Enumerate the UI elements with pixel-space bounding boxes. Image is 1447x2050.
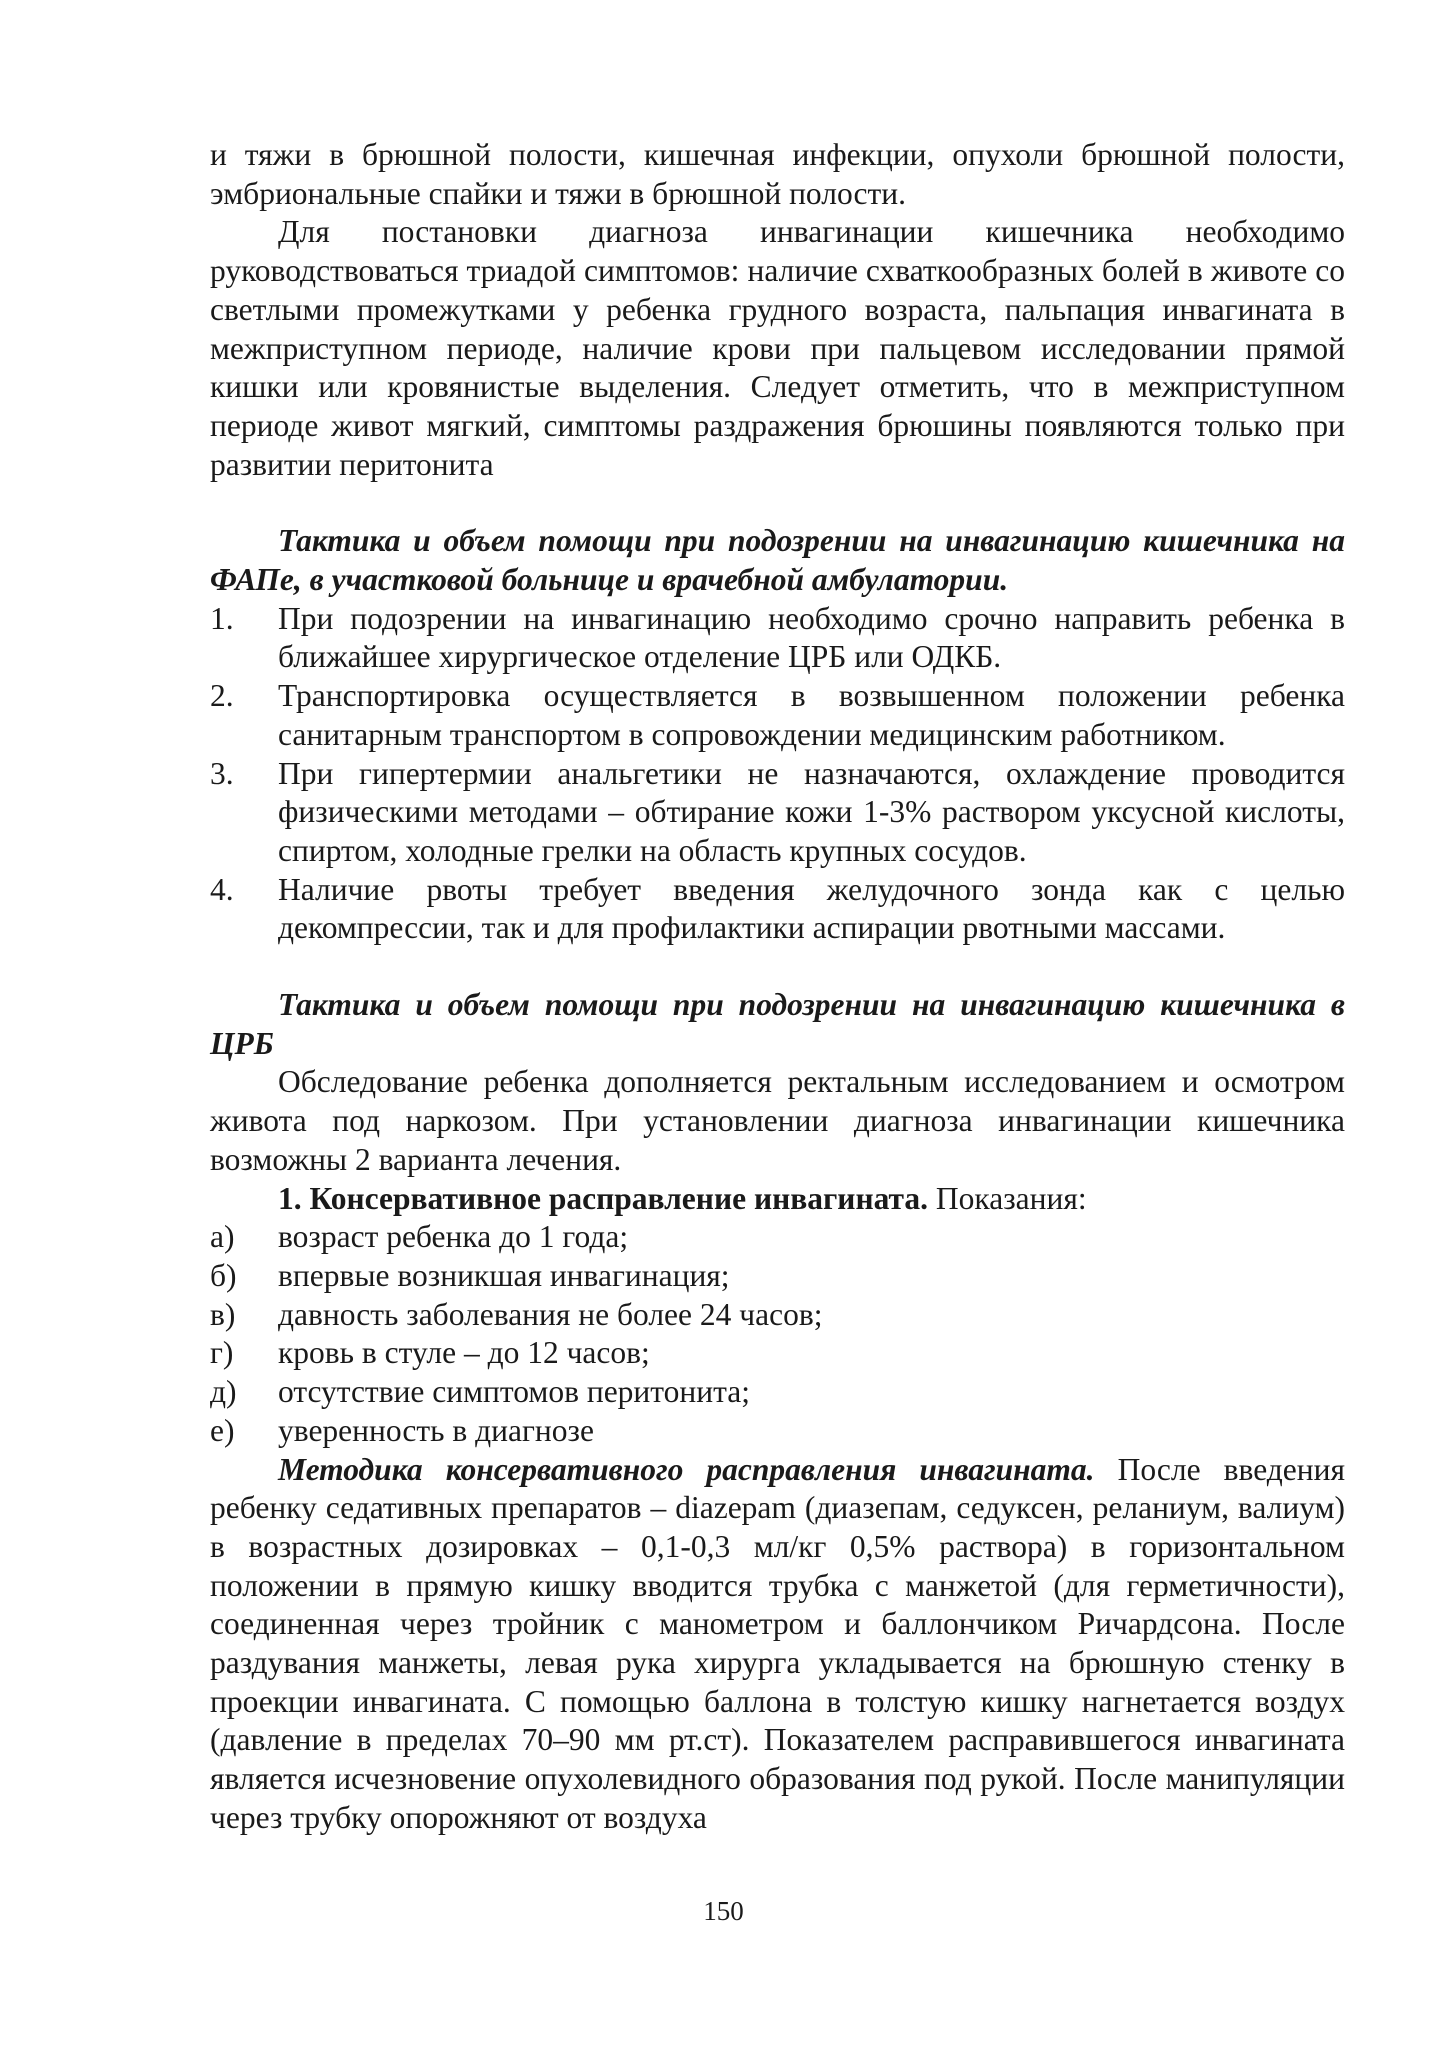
list-item: [210, 1373, 1345, 1412]
spacer: [210, 948, 1345, 986]
list-marker: 4.: [210, 871, 234, 907]
list-item: [210, 871, 1345, 948]
list-item-text: кровь в стуле – до 12 часов;: [278, 1335, 650, 1371]
list-item-text: впервые возникшая инвагинация;: [278, 1257, 730, 1293]
list-marker: 1.: [210, 600, 234, 636]
list-item: [210, 1412, 1345, 1451]
method-text: После введения ребенку седативных препаратов – diazepam (диазепам, седуксен, реланиум, валиум) в возрастных дозировках – 0,1-0,3 мл/кг 0,5% раствора) в горизонтальном положении в прямую кишку вводится трубка с манжетой (для герметичности), соединенная через тройник с манометром и баллончиком Ричардсона. После раздувания манжеты, левая рука хирурга укладывается на брюшную стенку в проекции инвагината. С помощью баллона в толстую кишку нагнетается воздух (давление в пределах 70–90 мм рт.ст). Показателем расправившегося инвагината является исчезновение опухолевидного образования под рукой. После манипуляции через трубку опорожняют от воздуха: [210, 1451, 1345, 1835]
list-fap-steps: [210, 600, 1345, 948]
list-item-text: возраст ребенка до 1 года;: [278, 1219, 629, 1255]
list-item-text: Транспортировка осуществляется в возвышенном положении ребенка санитарным транспортом в сопровождении медицинским работником.: [278, 678, 1345, 752]
page-body: [210, 136, 1345, 1838]
list-item-text: При гипертермии анальгетики не назначаются, охлаждение проводится физическими методами – обтирание кожи 1-3% раствором уксусной кислоты, спиртом, холодные грелки на область крупных сосудов.: [278, 755, 1345, 868]
page-number: 150: [703, 1896, 744, 1926]
list-marker: 3.: [210, 755, 234, 791]
list-item-text: давность заболевания не более 24 часов;: [278, 1296, 823, 1332]
paragraph-exam: Обследование ребенка дополняется ректальным исследованием и осмотром живота под наркозом. При установлении диагноза инвагинации кишечника возможны 2 варианта лечения.: [210, 1064, 1345, 1177]
list-marker: б): [210, 1257, 237, 1293]
conservative-title-line: [210, 1180, 1345, 1219]
list-marker: д): [210, 1374, 237, 1410]
conservative-title: 1. Консервативное расправление инвагината.: [278, 1180, 929, 1216]
list-indications: [210, 1218, 1345, 1450]
list-item-text: При подозрении на инвагинацию необходимо срочно направить ребенка в ближайшее хирургическое отделение ЦРБ или ОДКБ.: [278, 600, 1345, 675]
list-item: [210, 677, 1345, 754]
list-marker: 2.: [210, 678, 234, 714]
section-heading-crb: Тактика и объем помощи при подозрении на инвагинацию кишечника в ЦРБ: [210, 987, 1345, 1061]
list-item: [210, 1218, 1345, 1257]
list-item: [210, 1257, 1345, 1296]
spacer: [210, 484, 1345, 522]
list-item: [210, 1296, 1345, 1335]
list-marker: в): [210, 1296, 236, 1332]
list-item-text: Наличие рвоты требует введения желудочного зонда как с целью декомпрессии, так и для профилактики аспирации рвотными массами.: [278, 871, 1345, 946]
paragraph-intro-continued: и тяжи в брюшной полости, кишечная инфекции, опухоли брюшной полости, эмбриональные спайки и тяжи в брюшной полости.: [210, 137, 1345, 211]
paragraph-method: [210, 1451, 1345, 1838]
list-item: [210, 755, 1345, 871]
section-heading-fap: Тактика и объем помощи при подозрении на инвагинацию кишечника на ФАПе, в участковой больнице и врачебной амбулатории.: [210, 523, 1345, 598]
method-title: Методика консервативного расправления инвагината.: [278, 1451, 1095, 1487]
list-item: [210, 1334, 1345, 1373]
indications-label: Показания:: [928, 1180, 1087, 1216]
list-marker: а): [210, 1219, 235, 1255]
list-item-text: уверенность в диагнозе: [278, 1412, 594, 1448]
list-marker: е): [210, 1412, 235, 1448]
list-item-text: отсутствие симптомов перитонита;: [278, 1374, 750, 1410]
paragraph-diagnosis: Для постановки диагноза инвагинации кишечника необходимо руководствоваться триадой симптомов: наличие схваткообразных болей в животе со светлыми промежутками у ребенка грудного возраста, пальпация инвагината в межприступном периоде, наличие крови при пальцевом исследовании прямой кишки или кровянистые выделения. Следует отметить, что в межприступном периоде живот мягкий, симптомы раздражения брюшины появляются только при развитии перитонита: [210, 214, 1345, 482]
list-marker: г): [210, 1335, 234, 1371]
list-item: [210, 600, 1345, 677]
